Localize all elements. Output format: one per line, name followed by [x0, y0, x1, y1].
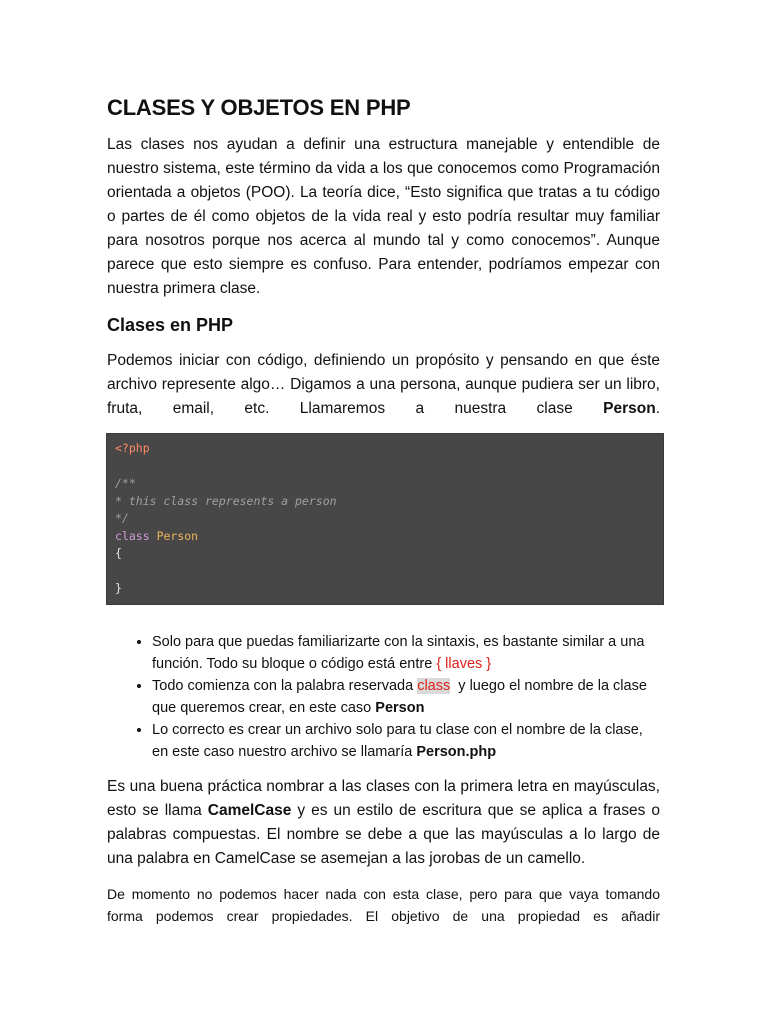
code-block	[106, 433, 664, 605]
braces-red-text: { llaves }	[436, 656, 492, 672]
section-paragraph	[107, 349, 660, 421]
list-item	[152, 631, 660, 675]
intro-paragraph: Las clases nos ayudan a definir una estructura manejable y entendible de nuestro sistema, este término da vida a los que conocemos como Programación orientada a objetos (POO). La teoría dice, “Esto significa que tratas a tu código o partes de él como objetos de la vida real y esto podría resultar muy familiar para nosotros porque nos acerca al mundo tal y como conocemos”. Aunque parece que esto siempre es confuso. Para entender, podríamos empezar con nuestra primera clase.	[107, 136, 660, 297]
list-item	[152, 719, 660, 763]
bullet3-bold: Person.php	[416, 744, 497, 760]
section-paragraph-text: Podemos iniciar con código, definiendo un propósito y pensando en que éste archivo represente algo… Digamos a una persona, aunque pudiera ser un libro, fruta, email, etc. Llamaremos a nuestra clase	[107, 352, 660, 417]
bullet2-text: Todo comienza con la palabra reservada	[152, 678, 418, 694]
bullet2-text2: y luego el nombre de la clase que queremos crear, en este caso	[152, 678, 651, 716]
section-paragraph-tail: .	[655, 400, 660, 417]
code-comment-start: /**	[115, 476, 136, 490]
code-php-open-tag: <?php	[115, 441, 150, 455]
code-comment-body: * this class represents a person	[115, 493, 337, 508]
class-name-bold: Person	[603, 400, 656, 417]
document-content	[107, 93, 660, 939]
bullet-list	[107, 631, 660, 763]
class-keyword-highlight: class	[417, 678, 451, 694]
bullet3-text: Lo correcto es crear un archivo solo para tu clase con el nombre de la clase, en este caso nuestro archivo se llamaría	[152, 722, 643, 760]
camelcase-paragraph	[107, 775, 660, 871]
camelcase-bold: CamelCase	[207, 802, 292, 819]
list-item	[152, 675, 660, 719]
closing-paragraph: De momento no podemos hacer nada con esta clase, pero para que vaya tomando forma podemos crear propiedades. El objetivo de una propiedad es añadir	[107, 886, 660, 924]
code-keyword: class	[115, 528, 150, 543]
code-comment-end: */	[115, 511, 129, 525]
code-brace-close: }	[115, 581, 122, 595]
code-class-name: Person	[156, 528, 199, 543]
camelcase-tail: y es un estilo de escritura que se aplica a frases o palabras compuestas. El nombre se debe a que las mayúsculas a lo largo de una palabra en CamelCase se asemejan a las jorobas de un camello.	[107, 802, 660, 867]
document-title: CLASES Y OBJETOS EN PHP	[107, 95, 411, 120]
bullet2-bold: Person	[375, 700, 425, 716]
code-brace-open: {	[115, 546, 122, 560]
camelcase-text: Es una buena práctica nombrar a las clases con la primera letra en mayúsculas, esto se llama	[107, 778, 660, 819]
bullet1-text: Solo para que puedas familiarizarte con la sintaxis, es bastante similar a una función. Todo su bloque o código está entre	[152, 634, 645, 672]
section-heading: Clases en PHP	[107, 315, 234, 335]
